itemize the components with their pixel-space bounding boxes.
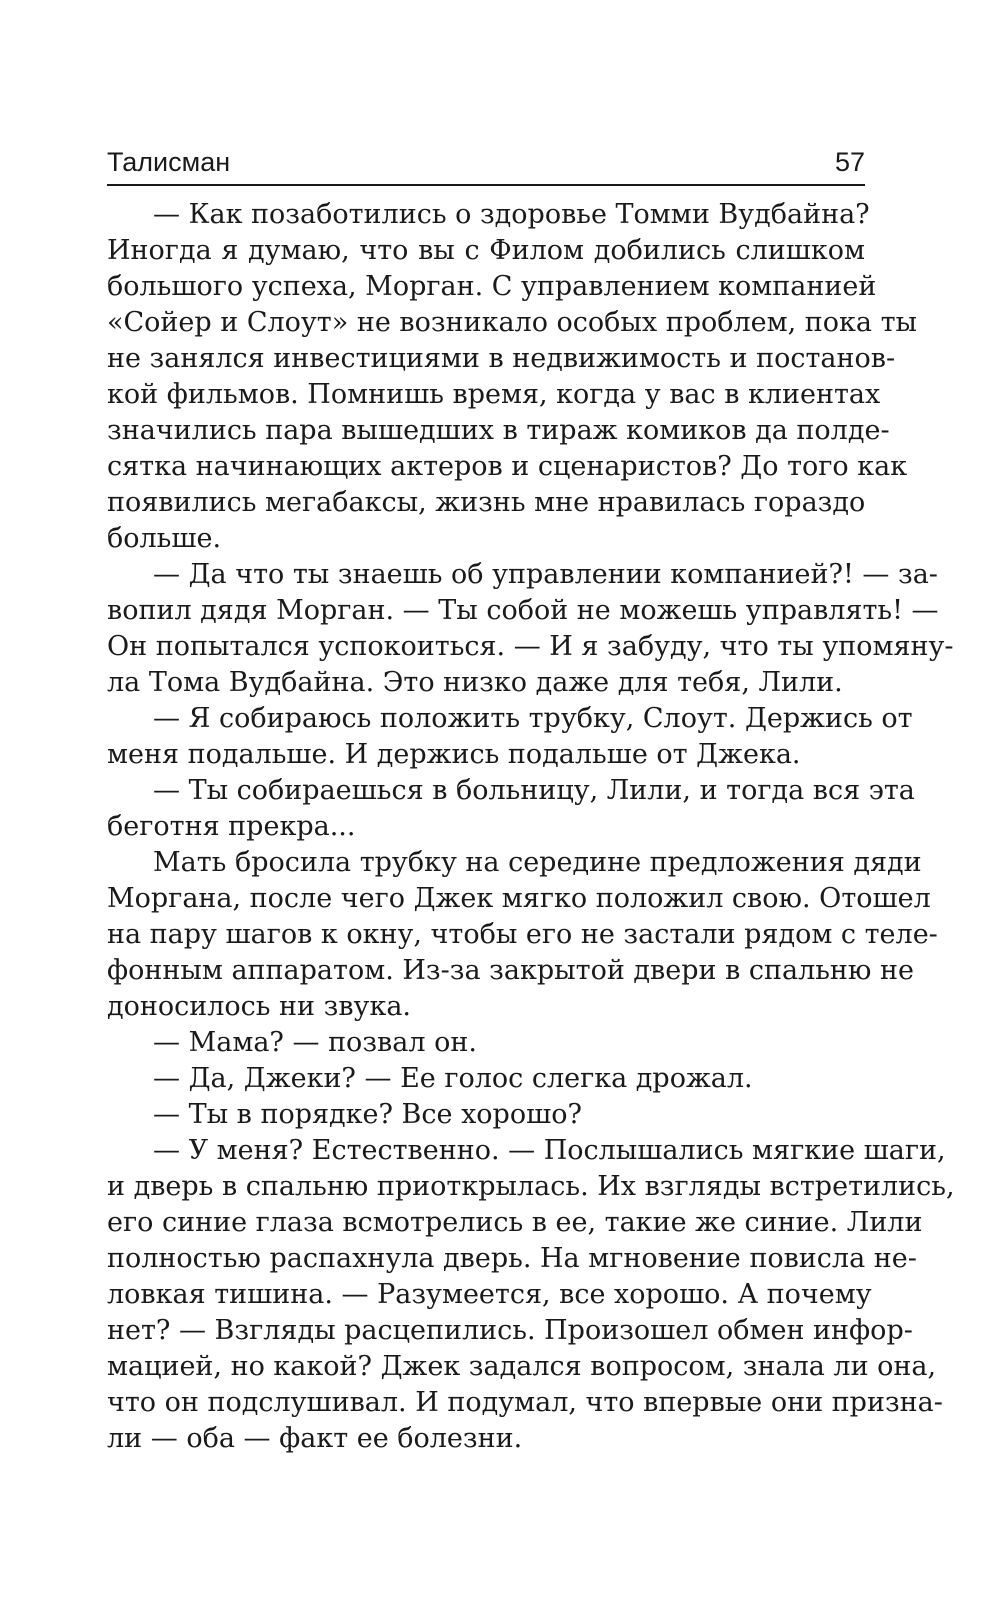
text-line: — Мама? — позвал он.: [153, 1027, 477, 1058]
text-line: — Ты собираешься в больницу, Лили, и тогда вся эта: [153, 775, 915, 806]
body-text: [107, 197, 955, 1457]
text-line: и дверь в спальню приоткрылась. Их взгляды встретились,: [107, 1171, 955, 1202]
text-line: сятка начинающих актеров и сценаристов? До того как: [107, 451, 908, 482]
text-line: — Да что ты знаешь об управлении компанией?! — за-: [153, 559, 938, 590]
text-line: большого успеха, Морган. С управлением компанией: [107, 271, 877, 302]
text-line: ла Тома Вудбайна. Это низко даже для тебя, Лили.: [107, 667, 843, 698]
text-line: Иногда я думаю, что вы с Филом добились слишком: [107, 235, 865, 266]
text-line: появились мегабаксы, жизнь мне нравилась гораздо: [107, 487, 866, 518]
text-line: полностью распахнула дверь. На мгновение повисла не-: [107, 1243, 917, 1274]
text-line: — У меня? Естественно. — Послышались мягкие шаги,: [153, 1135, 946, 1166]
text-line: фонным аппаратом. Из-за закрытой двери в спальню не: [107, 955, 914, 986]
text-line: Он попытался успокоиться. — И я забуду, что ты упомяну-: [107, 631, 954, 662]
text-line: беготня прекра...: [107, 811, 356, 842]
running-header: [107, 140, 865, 186]
text-line: — Ты в порядке? Все хорошо?: [153, 1099, 582, 1130]
text-line: кой фильмов. Помнишь время, когда у вас в клиентах: [107, 379, 881, 410]
text-line: ловкая тишина. — Разумеется, все хорошо. А почему: [107, 1279, 872, 1310]
book-title: Талисман: [107, 147, 231, 177]
text-line: — Я собираюсь положить трубку, Слоут. Держись от: [153, 703, 913, 734]
text-line: не занялся инвестициями в недвижимость и постанов-: [107, 343, 896, 374]
text-line: на пару шагов к окну, чтобы его не застали рядом с теле-: [107, 919, 938, 950]
page-number: 57: [834, 147, 865, 177]
text-line: ли — оба — факт ее болезни.: [107, 1423, 523, 1454]
text-line: меня подальше. И держись подальше от Джека.: [107, 739, 801, 770]
text-line: Моргана, после чего Джек мягко положил свою. Отошел: [107, 883, 931, 914]
text-line: — Как позаботились о здоровье Томми Вудбайна?: [153, 199, 870, 230]
text-line: доносилось ни звука.: [107, 991, 412, 1022]
text-line: вопил дядя Морган. — Ты собой не можешь управлять! —: [107, 595, 939, 626]
text-line: Мать бросила трубку на середине предложения дяди: [153, 847, 922, 878]
text-line: нет? — Взгляды расцепились. Произошел обмен инфор-: [107, 1315, 913, 1346]
text-line: значились пара вышедших в тираж комиков да полде-: [107, 415, 890, 446]
text-line: «Сойер и Слоут» не возникало особых проблем, пока ты: [107, 307, 918, 338]
text-line: мацией, но какой? Джек задался вопросом, знала ли она,: [107, 1351, 937, 1382]
text-line: его синие глаза всмотрелись в ее, такие же синие. Лили: [107, 1207, 923, 1238]
text-line: больше.: [107, 523, 222, 554]
text-line: — Да, Джеки? — Ее голос слегка дрожал.: [153, 1063, 753, 1094]
text-line: что он подслушивал. И подумал, что впервые они призна-: [107, 1387, 943, 1418]
